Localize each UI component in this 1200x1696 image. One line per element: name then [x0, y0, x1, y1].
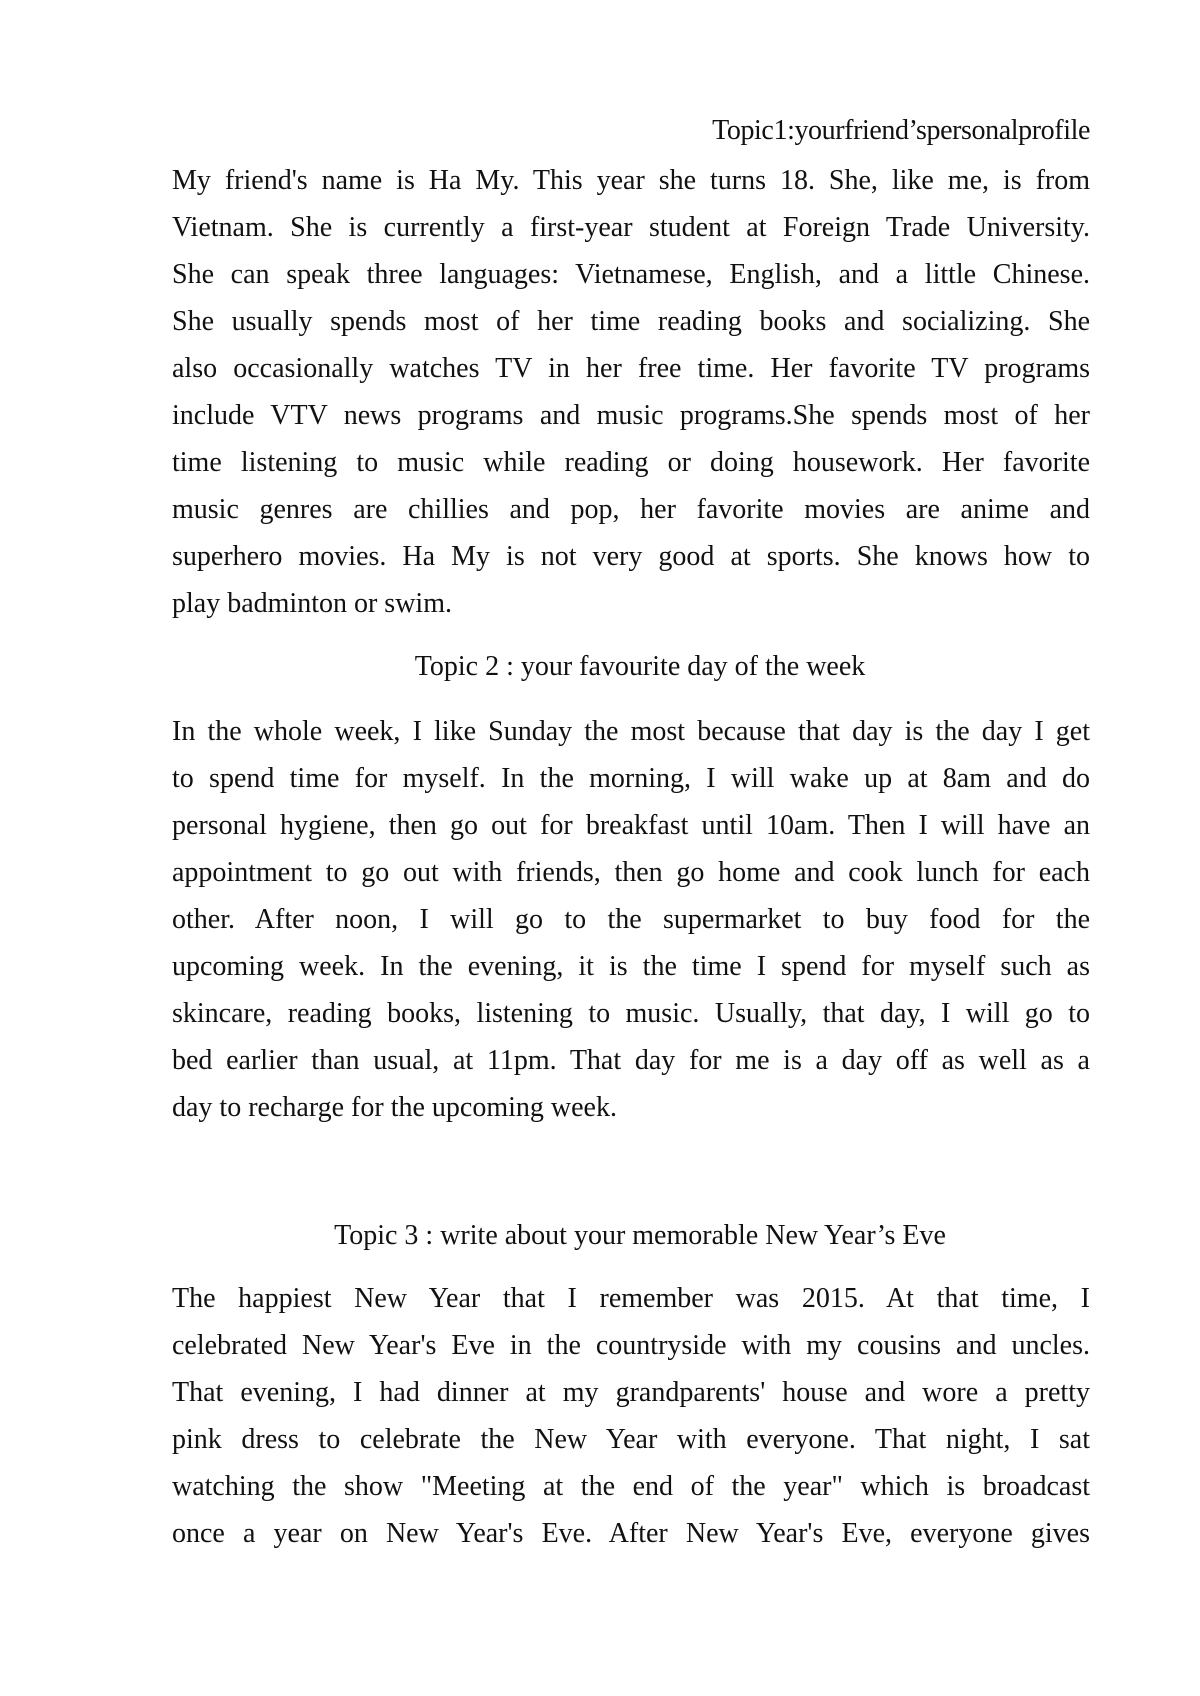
text-line: Vietnam. She is currently a first-year student at Foreign Trade University.: [172, 212, 1090, 243]
text-line: music genres are chillies and pop, her favorite movies are anime and: [172, 494, 1090, 525]
text-line: bed earlier than usual, at 11pm. That day for me is a day off as well as a: [172, 1045, 1090, 1076]
topic3-paragraph: [172, 1275, 1090, 1605]
text-line: In the whole week, I like Sunday the most because that day is the day I get: [172, 716, 1090, 747]
text-line: personal hygiene, then go out for breakfast until 10am. Then I will have an: [172, 810, 1090, 841]
text-line: celebrated New Year's Eve in the countryside with my cousins and uncles.: [172, 1330, 1090, 1361]
topic1-paragraph: [172, 157, 1090, 627]
text-line: That evening, I had dinner at my grandparents' house and wore a pretty: [172, 1377, 1090, 1408]
text-line: play badminton or swim.: [172, 588, 452, 619]
topic2-heading: Topic 2 : your favourite day of the week: [414, 651, 866, 682]
topic3-heading: Topic 3 : write about your memorable New Year’s Eve: [334, 1220, 946, 1251]
text-line: skincare, reading books, listening to music. Usually, that day, I will go to: [172, 998, 1090, 1029]
text-line: She usually spends most of her time reading books and socializing. She: [172, 306, 1090, 337]
text-line: My friend's name is Ha My. This year she turns 18. She, like me, is from: [172, 165, 1090, 196]
topic2-paragraph: [172, 708, 1090, 1131]
text-line: appointment to go out with friends, then go home and cook lunch for each: [172, 857, 1090, 888]
text-line: to spend time for myself. In the morning, I will wake up at 8am and do: [172, 763, 1090, 794]
text-line: other. After noon, I will go to the supermarket to buy food for the: [172, 904, 1090, 935]
text-line: include VTV news programs and music programs.She spends most of her: [172, 400, 1090, 431]
text-line: day to recharge for the upcoming week.: [172, 1092, 617, 1123]
text-line: pink dress to celebrate the New Year with everyone. That night, I sat: [172, 1424, 1090, 1455]
topic1-heading: Topic1:yourfriend’spersonalprofile: [712, 115, 1090, 146]
text-line: upcoming week. In the evening, it is the time I spend for myself such as: [172, 951, 1090, 982]
text-line: time listening to music while reading or doing housework. Her favorite: [172, 447, 1090, 478]
text-line: superhero movies. Ha My is not very good at sports. She knows how to: [172, 541, 1090, 572]
text-line: She can speak three languages: Vietnamese, English, and a little Chinese.: [172, 259, 1090, 290]
text-line: The happiest New Year that I remember was 2015. At that time, I: [172, 1283, 1090, 1314]
text-line: once a year on New Year's Eve. After New Year's Eve, everyone gives: [172, 1518, 1090, 1549]
text-line: also occasionally watches TV in her free time. Her favorite TV programs: [172, 353, 1090, 384]
text-line: watching the show "Meeting at the end of the year" which is broadcast: [172, 1471, 1090, 1502]
